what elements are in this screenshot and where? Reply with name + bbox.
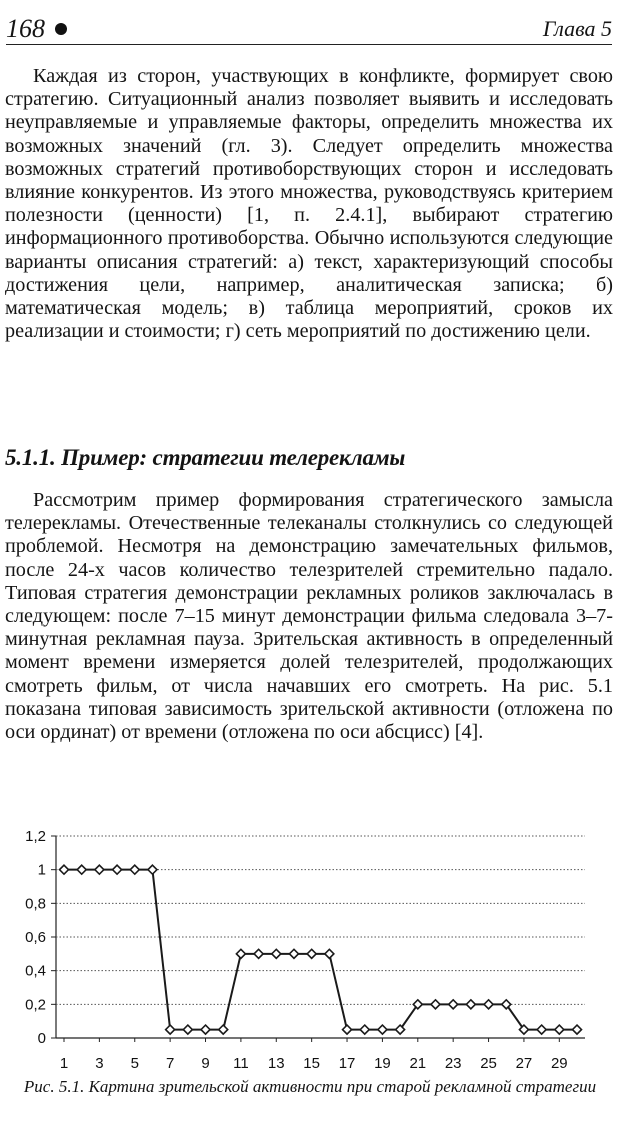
data-point — [201, 1025, 210, 1034]
x-tick-label: 27 — [515, 1055, 533, 1072]
data-point — [343, 1025, 352, 1034]
page-number: 168 — [6, 14, 45, 43]
data-point — [431, 1000, 440, 1009]
bullet-dot-icon — [55, 23, 67, 35]
paragraph-strategy: Каждая из сторон, участвующих в конфликте, формирует свою стратегию. Ситуационный анализ позволяет выявить и исследовать неуправляемые и управляемые факторы, определить множества их возможных значений (гл. 3). Следует определить множества возможных стратегий противоборствующих сторон и исследовать влияние конкурентов. Из этого множества, руководствуясь критерием полезности (ценности) [1, п. 2.4.1], выбирают стратегию информационного противоборства. Обычно используются следующие варианты описания стратегий: а) текст, характеризующий способы достижения цели, например, аналитическая записка; б) математическая модель; в) таблица мероприятий, сроков их реализации и стоимости; г) сеть мероприятий по достижению цели. — [5, 65, 613, 343]
x-tick-label: 3 — [95, 1055, 104, 1072]
page-number-block — [6, 14, 67, 44]
x-tick-label: 17 — [338, 1055, 356, 1072]
data-point — [77, 865, 86, 874]
data-point — [166, 1025, 175, 1034]
x-axis-ticks — [60, 1038, 568, 1072]
data-point — [307, 949, 316, 958]
x-tick-label: 15 — [303, 1055, 320, 1072]
data-point — [219, 1025, 228, 1034]
data-point — [466, 1000, 475, 1009]
data-point — [130, 865, 139, 874]
y-tick-label: 0,2 — [25, 996, 46, 1014]
x-tick-label: 25 — [480, 1055, 497, 1072]
page-header — [6, 10, 612, 45]
x-tick-label: 13 — [267, 1055, 285, 1072]
data-point — [148, 865, 157, 874]
data-point — [289, 949, 298, 958]
y-tick-label: 0,6 — [25, 929, 46, 946]
y-tick-label: 1,2 — [25, 828, 46, 845]
x-tick-label: 7 — [165, 1055, 175, 1072]
data-point — [325, 949, 334, 958]
data-point — [378, 1025, 387, 1034]
figure-caption: Рис. 5.1. Картина зрительской активности при старой рекламной стратегии — [23, 1077, 597, 1096]
x-tick-label: 19 — [374, 1055, 391, 1072]
data-point — [60, 865, 69, 874]
data-point — [360, 1025, 369, 1034]
data-point — [484, 1000, 493, 1009]
series-line — [64, 870, 577, 1030]
chart-series — [60, 865, 582, 1034]
data-point — [272, 949, 281, 958]
y-tick-label: 0,4 — [25, 962, 46, 980]
data-point — [537, 1025, 546, 1034]
data-point — [254, 949, 263, 958]
y-tick-label: 0,8 — [25, 895, 46, 913]
x-tick-label: 21 — [409, 1055, 427, 1072]
x-tick-label: 29 — [550, 1055, 568, 1072]
x-tick-label: 11 — [233, 1055, 249, 1072]
y-axis-ticks — [25, 828, 56, 1047]
data-point — [555, 1025, 564, 1034]
data-point — [573, 1025, 582, 1034]
y-tick-label: 0 — [37, 1030, 46, 1047]
y-tick-label: 1 — [37, 861, 46, 879]
data-point — [95, 865, 104, 874]
x-tick-label: 1 — [59, 1055, 69, 1072]
section-heading: 5.1.1. Пример: стратегии телерекламы — [5, 445, 406, 470]
data-point — [113, 865, 122, 874]
paragraph-example: Рассмотрим пример формирования стратегического замысла телерекламы. Отечественные телеканалы столкнулись со следующей проблемой. Несмотря на демонстрацию замечательных фильмов, после 24-х часов количество телезрителей стремительно падало. Типовая стратегия демонстрации рекламных роликов заключалась в следующем: после 7–15 минут демонстрации фильма следовала 3–7-минутная рекламная пауза. Зрительская активность в определенный момент времени измеряется долей телезрителей, продолжающих смотреть фильм, от числа начавших его смотреть. На рис. 5.1 показана типовая зависимость зрительской активности (отложена по оси ординат) от времени (отложена по оси абсцисс) [4]. — [5, 489, 613, 744]
chapter-title: Глава 5 — [542, 16, 612, 41]
x-tick-label: 5 — [130, 1055, 139, 1072]
data-point — [449, 1000, 458, 1009]
x-tick-label: 23 — [444, 1055, 462, 1072]
x-tick-label: 9 — [201, 1055, 210, 1072]
data-point — [183, 1025, 192, 1034]
data-point — [236, 949, 245, 958]
viewer-activity-chart — [0, 826, 620, 1076]
